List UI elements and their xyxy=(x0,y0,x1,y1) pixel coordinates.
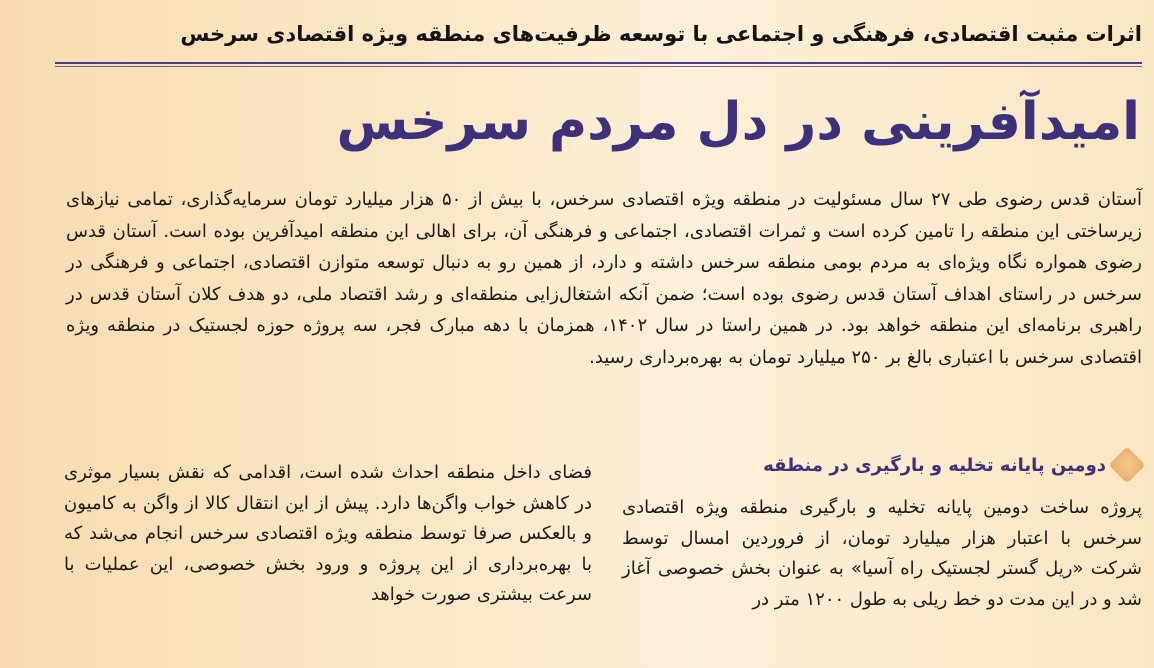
header-rule xyxy=(55,62,1142,67)
column-left xyxy=(64,458,592,611)
diamond-bullet-icon xyxy=(1109,447,1146,484)
section-heading-text: دومین پایانه تخلیه و بارگیری در منطقه xyxy=(763,454,1106,476)
lead-paragraph xyxy=(66,184,1142,373)
lead-text: آستان قدس رضوی طی ۲۷ سال مسئولیت در منطقه ویژه اقتصادی سرخس، با بیش از ۵۰ هزار میلیارد تومان سرمایه‌گذاری، تمامی نیازهای زیرساختی این منطقه را تامین کرده است و ثمرات اقتصادی، اجتماعی و فرهنگی آن، برای اهالی این منطقه امیدآفرین بوده است. آستان قدس رضوی همواره نگاه ویژه‌ای به مردم بومی منطقه سرخس داشته و دارد، از همین رو به دنبال توسعه متوازن اقتصادی، اجتماعی و فرهنگی در سرخس در راستای اهداف آستان قدس رضوی بوده است؛ ضمن آنکه اشتغال‌زایی منطقه‌ای و رشد اقتصاد ملی، دو هدف کلان آستان قدس در راهبری برنامه‌ای این منطقه خواهد بود. در همین راستا در سال ۱۴۰۲، همزمان با دهه مبارک فجر، سه پروژه حوزه لجستیک در منطقه ویژه اقتصادی سرخس با اعتباری بالغ بر ۲۵۰ میلیارد تومان به بهره‌برداری رسید. xyxy=(66,189,1142,368)
kicker: اثرات مثبت اقتصادی، فرهنگی و اجتماعی با توسعه ظرفیت‌های منطقه ویژه اقتصادی سرخس xyxy=(180,22,1142,46)
column-right xyxy=(622,493,1142,615)
column-left-text: فضای داخل منطقه احداث شده است، اقدامی که نقش بسیار موثری در کاهش خواب واگن‌ها دارد. پیش از این انتقال کالا از واگن به کامیون و بالعکس صرفا توسط منطقه ویژه اقتصادی سرخس انجام می‌شد که با بهره‌برداری از این پروژه و ورود بخش خصوصی، این عملیات با سرعت بیشتری صورت خواهد xyxy=(64,462,592,605)
headline: امیدآفرینی در دل مردم سرخس xyxy=(336,92,1140,152)
section-heading xyxy=(700,452,1140,478)
column-right-text: پروژه ساخت دومین پایانه تخلیه و بارگیری منطقه ویژه اقتصادی سرخس با اعتبار هزار میلیارد تومان، از فروردین امسال توسط شرکت «ریل گستر لجستیک راه آسیا» به عنوان بخش خصوصی آغاز شد و در این مدت دو خط ریلی به طول ۱۲۰۰ متر در xyxy=(622,497,1142,610)
